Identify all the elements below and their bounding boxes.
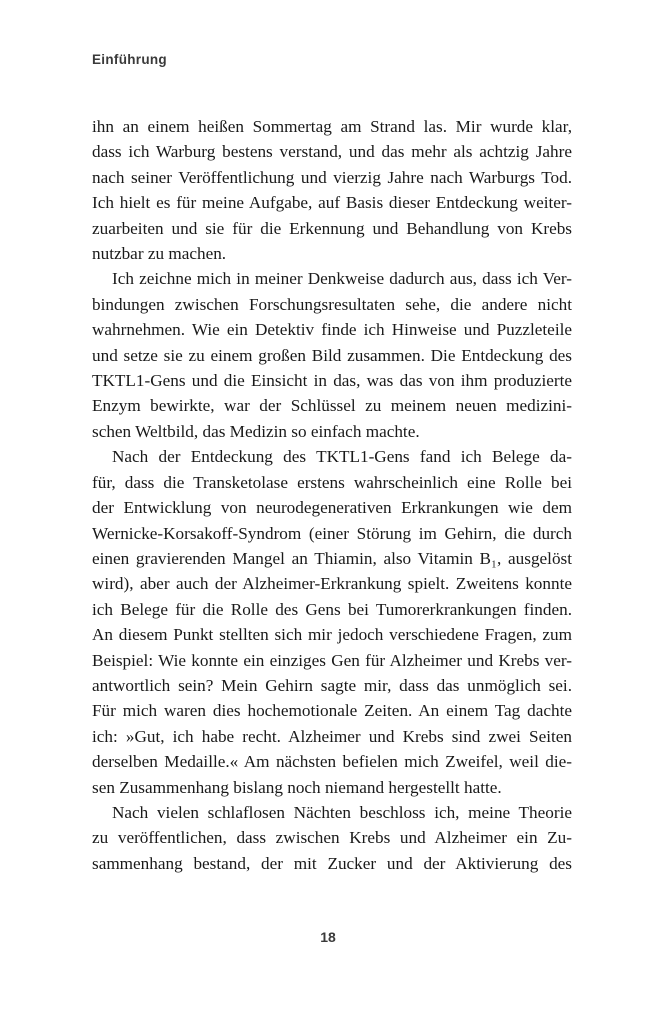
text-line: sammenhang bestand, der mit Zucker und der Aktivierung des (92, 853, 572, 873)
text-line: TKTL1-Gens und die Einsicht in das, was das von ihm produzierte (92, 371, 572, 391)
text-line: schen Weltbild, das Medizin so einfach machte. (92, 421, 420, 441)
text-line: Nach vielen schlaflosen Nächten beschloss ich, meine Theorie (112, 802, 572, 822)
text-line: einen gravierenden Mangel an Thiamin, also Vitamin B₁, ausgelöst (92, 548, 572, 568)
running-head: Einführung (92, 52, 167, 67)
text-line: nach seiner Veröffentlichung und vierzig Jahre nach Warburgs Tod. (92, 167, 572, 187)
page-number: 18 (320, 929, 336, 945)
text-line: derselben Medaille.« Am nächsten befielen mich Zweifel, weil die- (92, 752, 572, 772)
text-line: Wernicke-Korsakoff-Syndrom (einer Störung im Gehirn, die durch (92, 523, 572, 543)
text-line: Nach der Entdeckung des TKTL1-Gens fand ich Belege da- (112, 447, 572, 467)
text-line: zuarbeiten und sie für die Erkennung und Behandlung von Krebs (92, 218, 572, 238)
text-line: ich: »Gut, ich habe recht. Alzheimer und Krebs sind zwei Seiten (92, 726, 572, 746)
text-line: bindungen zwischen Forschungsresultaten sehe, die andere nicht (92, 294, 572, 314)
paragraph (92, 800, 572, 876)
text-line: Ich hielt es für meine Aufgabe, auf Basis dieser Entdeckung weiter- (92, 193, 572, 213)
text-line: zu veröffentlichen, dass zwischen Krebs und Alzheimer ein Zu- (92, 828, 572, 848)
text-line: Beispiel: Wie konnte ein einziges Gen für Alzheimer und Krebs ver- (92, 650, 572, 670)
text-line: dass ich Warburg bestens verstand, und das mehr als achtzig Jahre (92, 142, 572, 162)
paragraph (92, 444, 572, 800)
text-line: für, dass die Transketolase erstens wahrscheinlich eine Rolle bei (92, 472, 572, 492)
body-text (92, 114, 572, 876)
text-line: Ich zeichne mich in meiner Denkweise dadurch aus, dass ich Ver- (112, 269, 572, 289)
paragraph (92, 266, 572, 444)
text-line: An diesem Punkt stellten sich mir jedoch verschiedene Fragen, zum (92, 625, 572, 645)
paragraph (92, 114, 572, 266)
text-line: sen Zusammenhang bislang noch niemand hergestellt hatte. (92, 777, 502, 797)
text-line: der Entwicklung von neurodegenerativen Erkrankungen wie dem (92, 498, 572, 518)
text-line: und setze sie zu einem großen Bild zusammen. Die Entdeckung des (92, 345, 572, 365)
text-line: ich Belege für die Rolle des Gens bei Tumorerkrankungen finden. (92, 599, 572, 619)
text-line: ihn an einem heißen Sommertag am Strand las. Mir wurde klar, (92, 117, 572, 136)
text-line: Für mich waren dies hochemotionale Zeiten. An einem Tag dachte (92, 701, 572, 721)
text-line: Enzym bewirkte, war der Schlüssel zu meinem neuen medizini- (92, 396, 572, 416)
text-line: nutzbar zu machen. (92, 244, 227, 264)
text-line: wahrnehmen. Wie ein Detektiv finde ich Hinweise und Puzzleteile (92, 320, 572, 340)
text-line: antwortlich sein? Mein Gehirn sagte mir, dass das unmöglich sei. (92, 675, 572, 695)
text-line: wird), aber auch der Alzheimer-Erkrankung spielt. Zweitens konnte (92, 574, 572, 594)
